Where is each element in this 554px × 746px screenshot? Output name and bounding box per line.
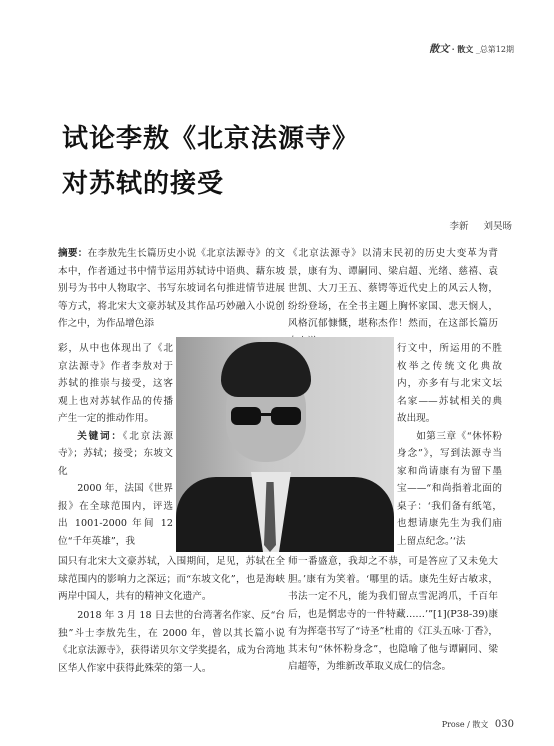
page-header: [429, 40, 514, 55]
column-name: · 散文: [451, 44, 474, 54]
left-column-bottom-2: [58, 607, 285, 677]
right-column-top: [288, 245, 498, 350]
author-name: 李新: [449, 221, 469, 232]
abstract-text: 在李敖先生长篇历史小说《北京法源寺》的文本中，作者通过书中情节运用苏轼诗中语典、藉东坡别号为书中人物取字、书写东坡词名句推进情节进展等方式，将北宋大文豪苏轼及其作品巧妙融入小说创作之中，为作品增色添: [58, 248, 286, 329]
keywords: [58, 428, 173, 481]
article-title-line2: 对苏轼的接受: [62, 169, 225, 199]
left-wrap-column: [58, 340, 173, 550]
magazine-logo: 散文: [429, 44, 450, 55]
footer-label: Prose / 散文: [441, 720, 489, 729]
body-text: 行文中，所运用的不胜枚举之传统文化典故内，亦多有与北宋文坛名家——苏轼相关的典故出现。: [397, 343, 502, 424]
body-text: 师一番盛意，我却之不恭，可是答应了又未免大胆。’康有为笑着。‘哪里的话。康先生好古敏求，书法一定不凡，能为我们留点雪泥鸿爪，千百年后，也是惘忠寺的一件特藏……’”[1](P38-39)康有为挥毫书写了“诗圣”杜甫的《江头五咏·丁香》，其末句“休怀粉身念”，也隐喻了他与谭嗣同、梁启超等，为维新改革取义成仁的信念。: [288, 556, 498, 672]
issue-number: _总第12期: [475, 45, 514, 54]
author-portrait-photo: [176, 337, 394, 552]
right-column-bottom: [288, 553, 498, 676]
author-line: [437, 218, 512, 232]
body-paragraph: 2000 年，法国《世界报》在全球范围内，评选出 1001-2000 年间 12 位“千年英雄”，我: [58, 483, 173, 547]
author-name: 刘昊旸: [483, 221, 512, 232]
body-paragraph: 如第三章《“休怀粉身念”》，写到法源寺当家和尚请康有为留下墨宝——“和尚指着北面的桌子：‘我们备有纸笔，也想请康先生为我们庙上留点纪念。’‘法: [397, 430, 502, 547]
abstract-label: 摘要：: [58, 248, 88, 259]
page-footer: [442, 719, 514, 730]
abstract-continued: 彩，从中也体现出了《北京法源寺》作者李敖对于苏轼的推崇与接受，这客观上也对苏轼作品的传播产生一定的推动作用。: [58, 343, 173, 424]
body-text: 《北京法源寺》以清末民初的历史大变革为背景，康有为、谭嗣同、梁启超、光绪、慈禧、袁世凯、大刀王五、蔡锷等近代史上的风云人物，纷纷登场，在全书主题上胸怀家国、悲天悯人，风格沉郁慷慨，堪称杰作！然而，在这部长篇历: [288, 248, 498, 329]
abstract-paragraph: [58, 245, 285, 333]
left-column-bottom: [58, 553, 285, 606]
body-text: 国只有北宋大文豪苏轼，入围期间，足见，苏轼在全球范围内的影响力之深远；而“东坡文化”，也是海峡两岸中国人，共有的精神文化遗产。: [58, 556, 285, 602]
article-title-line1: 试论李敖《北京法源寺》: [62, 124, 360, 154]
right-wrap-column: [397, 340, 502, 550]
page-number: 030: [494, 719, 514, 730]
keywords-label: 关键词：: [77, 430, 123, 442]
keywords-text: 《北京法源寺》；苏轼；接受；东坡文化: [58, 430, 174, 477]
body-paragraph: 2018 年 3 月 18 日去世的台湾著名作家、反“台独”斗士李敖先生，在 2000 年，曾以其长篇小说《北京法源寺》，获得诺贝尔文学奖提名，成为台湾地区华人作家中获得此殊荣的第一人。: [58, 610, 285, 674]
